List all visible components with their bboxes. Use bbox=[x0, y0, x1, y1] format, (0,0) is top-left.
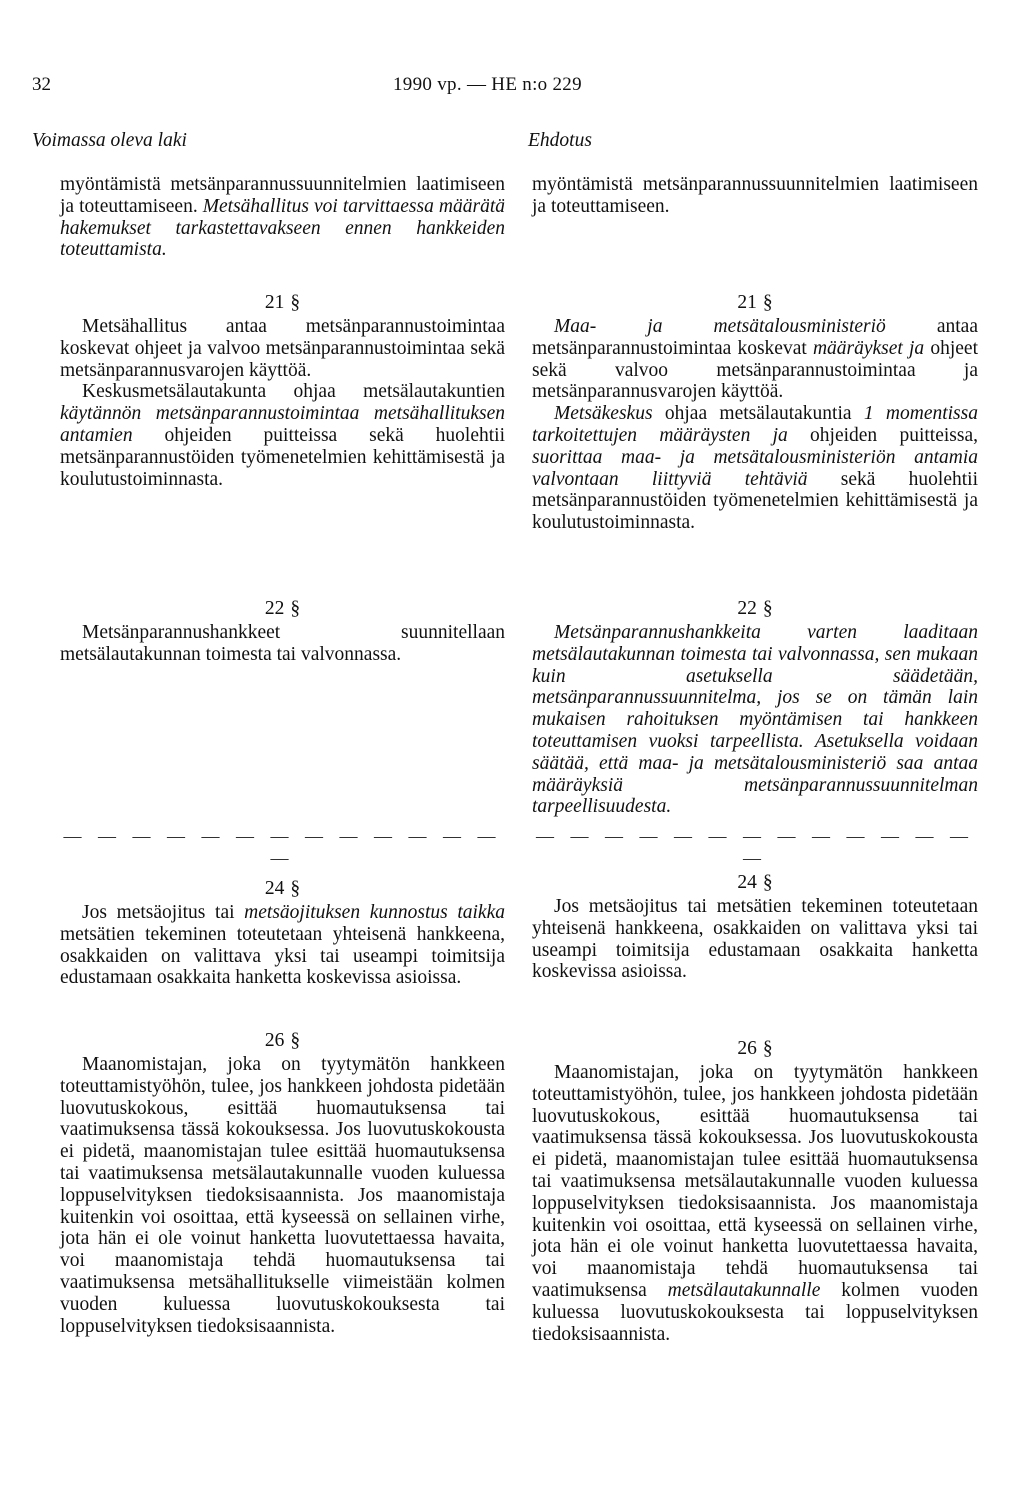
intro-paragraph bbox=[60, 174, 505, 261]
section-paragraph: Maa- ja metsätalousministeriö antaa metsänparannustoimintaa koskevat määräykset ja ohjeet sekä valvoo metsänparannustoimintaa ja metsänparannusvarojen käyttöä. bbox=[532, 316, 978, 403]
section-paragraph: Maanomistajan, joka on tyytymätön hankkeen toteuttamistyöhön, tulee, jos hankkeen johdosta pidetään luovutuskokous, esittää huomautuksensa tai vaatimuksensa tässä kokouksessa. Jos luovutuskokousta ei pidetä, maanomistajan tulee esittää huomautuksensa tai vaatimuksensa metsälautakunnalle vuoden kuluessa loppuselvityksen tiedoksisaannista. Jos maanomistaja kuitenkin voi osoittaa, että kyseessä on sellainen virhe, jota hän ei ole voinut hanketta luovutettaessa havaita, voi maanomistaja tehdä huomautuksensa tai vaatimuksensa metsähallitukselle viimeistään kolmen vuoden kuluessa luovutuskokouksesta tai loppuselvityksen tiedoksisaannista. bbox=[60, 1054, 505, 1337]
section-number: 21 § bbox=[264, 292, 301, 313]
page-number: 32 bbox=[32, 74, 51, 95]
column-current-law bbox=[32, 130, 505, 1337]
section-22 bbox=[532, 598, 978, 818]
omission-dashes: — — — — — — — — — — — — — — bbox=[63, 826, 502, 868]
section-number: 24 § bbox=[264, 878, 301, 899]
text-span: myöntämistä metsänparannussuunnitelmien laatimiseen ja toteuttamiseen. bbox=[60, 174, 505, 217]
section-26 bbox=[532, 1038, 978, 1345]
section-number: 21 § bbox=[737, 292, 773, 313]
section-24 bbox=[532, 872, 978, 983]
column-proposal bbox=[528, 130, 978, 1345]
section-number: 26 § bbox=[264, 1030, 301, 1051]
section-paragraph: Maanomistajan, joka on tyytymätön hankkeen toteuttamistyöhön, tulee, jos hankkeen johdosta pidetään luovutuskokous, esittää huomautuksensa tai vaatimuksensa tässä kokouksessa. Jos luovutuskokousta ei pidetä, maanomistajan tulee esittää huomautuksensa tai vaatimuksensa metsälautakunnalle vuoden kuluessa loppuselvityksen tiedoksisaannista. Jos maanomistaja kuitenkin voi osoittaa, että kyseessä on sellainen virhe, jota hän ei ole voinut hanketta luovutettaessa havaita, voi maanomistaja tehdä huomautuksensa tai vaatimuksensa metsälautakunnalle kolmen vuoden kuluessa luovutuskokouksesta tai loppuselvityksen tiedoksisaannista. bbox=[532, 1062, 978, 1345]
italic-span: Metsähallitus voi tarvittaessa määrätä hakemukset tarkastettavakseen ennen hankkeiden toteuttamista. bbox=[60, 195, 505, 261]
column-heading: Voimassa oleva laki bbox=[32, 130, 187, 151]
section-number: 24 § bbox=[737, 872, 773, 893]
section-paragraph: Metsäkeskus ohjaa metsälautakuntia 1 momentissa tarkoitettujen määräysten ja ohjeiden puitteissa, suorittaa maa- ja metsätalousministeriön antamia valvontaan liittyviä tehtäviä sekä huolehtii metsänparannustöiden työmenetelmien kehittämisestä ja koulutustoiminnasta. bbox=[532, 403, 978, 534]
section-21 bbox=[60, 292, 505, 490]
omission-dashes: — — — — — — — — — — — — — — bbox=[536, 826, 974, 868]
section-number: 22 § bbox=[264, 598, 301, 619]
section-number: 22 § bbox=[737, 598, 773, 619]
section-paragraph: Keskusmetsälautakunta ohjaa metsälautakuntien käytännön metsänparannustoimintaa metsähallituksen antamien ohjeiden puitteissa sekä huolehtii metsänparannustöiden työmenetelmien kehittämisestä ja koulutustoiminnasta. bbox=[60, 381, 505, 490]
intro-paragraph: myöntämistä metsänparannussuunnitelmien laatimiseen ja toteuttamiseen. bbox=[532, 174, 978, 217]
section-paragraph: Metsähallitus antaa metsänparannustoimintaa koskevat ohjeet ja valvoo metsänparannustoimintaa sekä metsänparannusvarojen käyttöä. bbox=[60, 316, 505, 381]
section-22 bbox=[60, 598, 505, 666]
section-24 bbox=[60, 878, 505, 989]
section-21 bbox=[532, 292, 978, 534]
section-26 bbox=[60, 1030, 505, 1337]
section-paragraph: Metsänparannushankkeita varten laaditaan metsälautakunnan toimesta tai valvonnassa, sen mukaan kuin asetuksella säädetään, metsänparannussuunnitelma, jos se on tämän lain mukaisen rahoituksen myöntämisen tai hankkeen toteuttamisen vuoksi tarpeellista. Asetuksella voidaan säätää, että maa- ja metsätalousministeriö saa antaa määräyksiä metsänparannussuunnitelman tarpeellisuudesta. bbox=[532, 622, 978, 818]
section-paragraph: Metsänparannushankkeet suunnitellaan metsälautakunnan toimesta tai valvonnassa. bbox=[60, 622, 505, 665]
running-head: 1990 vp. — HE n:o 229 bbox=[393, 74, 582, 95]
column-heading: Ehdotus bbox=[528, 130, 592, 151]
section-paragraph: Jos metsäojitus tai metsätien tekeminen toteutetaan yhteisenä hankkeena, osakkaiden on valittava yksi tai useampi toimitsija edustamaan osakkaita hanketta koskevissa asioissa. bbox=[532, 896, 978, 983]
section-number: 26 § bbox=[737, 1038, 773, 1059]
section-paragraph: Jos metsäojitus tai metsäojituksen kunnostus taikka metsätien tekeminen toteutetaan yhteisenä hankkeena, osakkaiden on valittava yksi tai useampi toimitsija edustamaan osakkaita hanketta koskevissa asioissa. bbox=[60, 902, 505, 989]
